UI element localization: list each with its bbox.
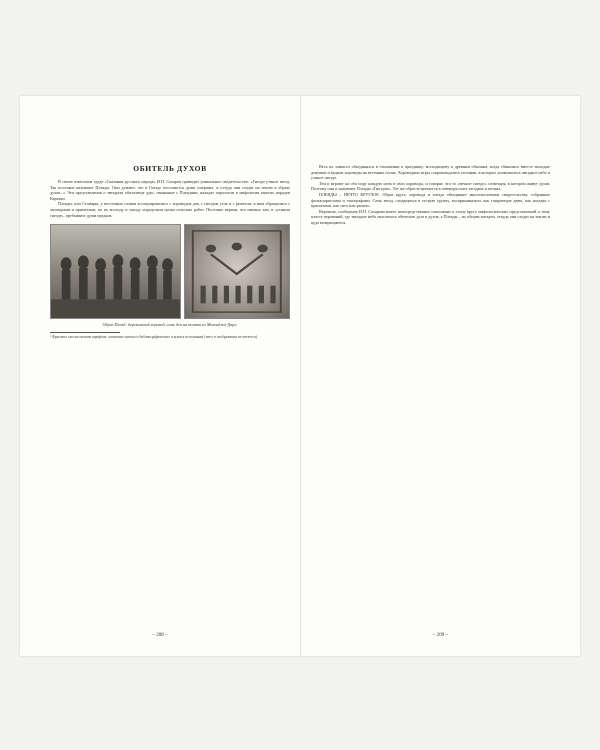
right-paragraph: Весь их замысел объединялся в отношении к празднику, восходящему к древним обычаям, когда сбивались вместе молодые девушки и водили хороводы на весенних полях. Хороводные игры сопровождались песнями, в которых упоминалось звездное небо и утиное гнездо.	[311, 164, 550, 181]
chapter-title: ОБИТЕЛЬ ДУХОВ	[133, 164, 207, 173]
right-body-text	[311, 164, 550, 226]
right-paragraph: ПЛЕЯДЫ – НЕЧТО КРУГЛОЕ. Образ круга, хоровода и гнезда объединяет многочисленные свидетельства, собранные фольклористами и этнографами. Семь звезд, сходящихся в тесную группу, воспринимались как танцующие девы, как наседка с цыплятами, как сито или решето.	[311, 191, 550, 209]
figure	[50, 224, 290, 319]
left-paragraph: Плеяды, или Стожары, у восточных славян ассоциировались с хороводом дев, с гнездом уток и с решетом; к ним обращались с заговорами и приметами, по их восходу и заходу определяли сроки сельских работ. Поселяне верили, что именно там, в «утином гнезде», пребывают души предков.	[50, 201, 290, 218]
right-paragraph: Вероятно, сообщение И.П. Сахарова имеет непосредственное отношение к этому кругу мифологических представлений, к тому пласту верований, где звездное небо мыслилось обителью душ и духов, а Плеяды – их общим гнездом, откуда они сходят на землю и куда возвращаются.	[311, 208, 550, 225]
left-paragraph: В своем известном труде «Сказания русского народа» И.П. Сахаров приводит уникальное свидетельство: «Гнездо утиное звезд. Так поселяне называют Плеяды. Они думают, что в Гнезде поселяются души умерших, и оттуда они сходят на землю в образе духов...» Эти представления о звездном обиталище душ, связанные с Плеядами, находят параллели в мифологии многих народов Евразии.	[50, 179, 290, 201]
left-page	[20, 96, 300, 656]
page-number-left: – 208 –	[152, 633, 168, 638]
seal-image	[184, 224, 290, 319]
figure-caption: Образ Плеяд: деревенский хоровод, семь дев на печати из Мохенджо-Даро.	[102, 322, 238, 328]
right-page	[300, 96, 580, 656]
footnote-divider	[50, 332, 120, 333]
right-paragraph: Тем и играют на сём пору каждую ночь в свои хороводы, и говорят, что то «вечное гнездо» созвездия, в котором живут души. Поэтому они и называют Плеяды «Гнездом». Тот же образ встречается в северорусских загадках и песнях.	[311, 180, 550, 192]
left-body-text	[50, 179, 290, 218]
dance-photo	[50, 224, 181, 319]
book-spread	[20, 96, 580, 656]
footnote: ¹ Фрагмент сноски мелким шрифтом: латинские цитаты и библиографические ссылки к источникам (текст в изображении не читается).	[50, 335, 258, 340]
page-number-right: – 209 –	[433, 633, 448, 638]
